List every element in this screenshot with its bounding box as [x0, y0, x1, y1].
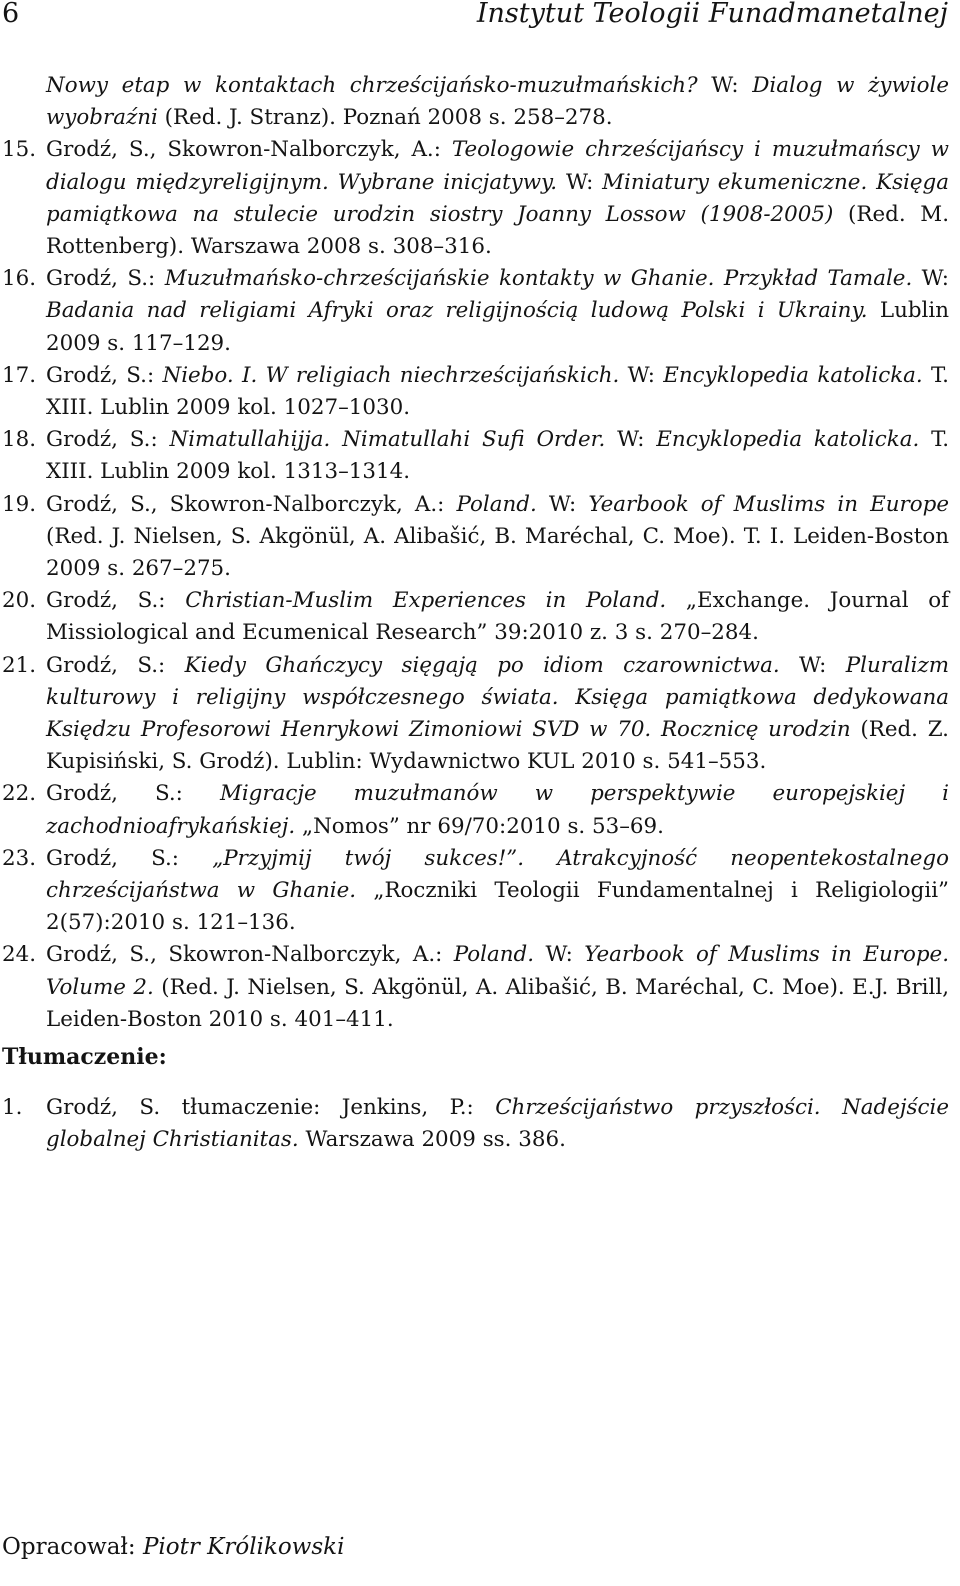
italic-title-segment: Nimatullahijja. Nimatullahi Sufi Order. [169, 427, 606, 453]
italic-title-segment: Muzułmańsko-chrześcijańskie kontakty w Ghanie. Przykład Tamale. [164, 266, 913, 292]
italic-title-segment: Yearbook of Muslims in Europe [588, 491, 949, 517]
text-segment: W: [779, 652, 846, 678]
text-segment: Grodź, S.: [46, 781, 220, 807]
bibliography-entry [2, 263, 949, 360]
text-segment: Lublin 2009 s. 117–129. [46, 298, 949, 356]
bibliography-entry-text [46, 424, 949, 488]
bibliography-entry-text [46, 650, 949, 779]
translation-entry [2, 1092, 949, 1156]
italic-title-segment: Badania nad religiami Afryki oraz religijnością ludową Polski i Ukrainy. [46, 298, 868, 324]
text-segment: T. XIII. Lublin 2009 kol. 1313–1314. [46, 427, 950, 485]
text-segment: Grodź, S. tłumaczenie: Jenkins, P.: [46, 1095, 496, 1120]
text-segment: „Exchange. Journal of Missiological and Ecumenical Research” 39:2010 z. 3 s. 270–284. [46, 588, 950, 646]
page-number: 6 [2, 0, 20, 29]
translation-entry-number: 1. [2, 1095, 23, 1120]
italic-title-segment: Encyklopedia katolicka. [656, 427, 920, 453]
bibliography-entry-number: 22. [2, 781, 37, 807]
bibliography-entry [2, 585, 949, 649]
bibliography-entry [2, 70, 949, 134]
bibliography-entry-text [46, 778, 949, 842]
bibliography-list [2, 70, 949, 1036]
text-segment: W: [619, 362, 664, 388]
bibliography-entry-text [46, 939, 949, 1036]
text-segment: Grodź, S.: [46, 652, 185, 678]
text-segment: W: [534, 942, 585, 968]
text-segment: Grodź, S., Skowron-Nalborczyk, A.: [46, 491, 457, 517]
bibliography-entry-text [46, 360, 949, 424]
italic-title-segment: Poland. [456, 491, 537, 517]
bibliography-entry-text [2, 70, 949, 134]
text-segment: W: [536, 491, 589, 517]
translations-list [2, 1092, 949, 1156]
text-segment: (Red. M. Rottenberg). Warszawa 2008 s. 308–316. [46, 201, 950, 260]
text-segment: Grodź, S.: [46, 266, 165, 292]
text-segment: W: [557, 169, 603, 195]
running-head: Instytut Teologii Funadmanetalnej [476, 0, 948, 29]
footer-author: Piotr Królikowski [142, 1534, 345, 1560]
bibliography-entry [2, 778, 949, 842]
bibliography-entry [2, 424, 949, 488]
italic-title-segment: Yearbook of Muslims in Europe. Volume 2. [46, 942, 949, 1000]
text-segment: W: [697, 73, 753, 98]
text-segment: „Roczniki Teologii Fundamentalnej i Religiologii” 2(57):2010 s. 121–136. [46, 878, 949, 936]
italic-title-segment: Nowy etap w kontaktach chrześcijańsko-muzułmańskich? [46, 73, 698, 98]
bibliography-entry-text [46, 134, 949, 263]
italic-title-segment: Migracje muzułmanów w perspektywie europejskiej i zachodnioafrykańskiej. [46, 781, 949, 839]
bibliography-entry-text [46, 263, 949, 360]
text-segment: W: [605, 427, 657, 453]
bibliography-entry-number: 15. [2, 137, 37, 163]
bibliography-entry-text [46, 489, 949, 586]
text-segment: (Red. J. Stranz). Poznań 2008 s. 258–278. [157, 105, 613, 131]
bibliography-entry-number: 23. [2, 845, 37, 871]
italic-title-segment: Christian-Muslim Experiences in Poland. [185, 588, 667, 614]
text-segment: (Red. Z. Kupisiński, S. Grodź). Lublin: Wydawnictwo KUL 2010 s. 541–553. [46, 717, 949, 775]
italic-title-segment: Teologowie chrześcijańscy i muzułmańscy w dialogu międzyreligijnym. Wybrane inicjatywy. [46, 137, 949, 195]
bibliography-entry [2, 939, 949, 1036]
text-segment: Grodź, S.: [46, 845, 213, 871]
bibliography-entry [2, 843, 949, 940]
bibliography-entry-text [46, 585, 949, 649]
italic-title-segment: Dialog w żywiole wyobraźni [46, 73, 950, 131]
bibliography-entry [2, 134, 949, 263]
italic-title-segment: Poland. [453, 942, 535, 968]
bibliography-entry-number: 17. [2, 362, 37, 388]
text-segment: T. XIII. Lublin 2009 kol. 1027–1030. [46, 362, 949, 421]
bibliography-entry-number: 21. [2, 652, 37, 678]
bibliography-entry-number: 19. [2, 491, 37, 517]
bibliography-entry [2, 650, 949, 779]
italic-title-segment: Kiedy Ghańczycy sięgają po idiom czarownictwa. [184, 652, 780, 678]
italic-title-segment: „Przyjmij twój sukces!”. Atrakcyjność neopentekostalnego chrześcijaństwa w Ghanie. [46, 845, 949, 904]
bibliography-entry [2, 489, 949, 586]
text-segment: Grodź, S.: [46, 362, 163, 388]
translation-entry-text [46, 1092, 949, 1156]
text-segment: Grodź, S.: [46, 588, 186, 614]
bibliography-entry-number: 24. [2, 942, 37, 968]
bibliography-entry-number: 18. [2, 427, 37, 453]
text-segment: Grodź, S., Skowron-Nalborczyk, A.: [46, 942, 454, 968]
text-segment: (Red. J. Nielsen, S. Akgönül, A. Alibašić, B. Maréchal, C. Moe). T. I. Leiden-Boston 2009 s. 267–275. [46, 523, 949, 582]
italic-title-segment: Chrześcijaństwo przyszłości. Nadejście globalnej Christianitas. [46, 1095, 949, 1153]
bibliography-entry-text [46, 843, 949, 940]
italic-title-segment: Encyklopedia katolicka. [663, 362, 923, 388]
text-segment: Warszawa 2009 ss. 386. [298, 1127, 566, 1153]
section-heading-translations: Tłumaczenie: [2, 1044, 167, 1070]
text-segment: Grodź, S., Skowron-Nalborczyk, A.: [46, 137, 452, 163]
bibliography-entry [2, 360, 949, 424]
bibliography-entry-number: 16. [2, 266, 37, 292]
italic-title-segment: Miniatury ekumeniczne. Księga pamiątkowa na stulecie urodzin siostry Joanny Lossow (1908-2005) [46, 169, 950, 227]
footer-credit [2, 1534, 344, 1560]
footer-label: Opracował: [2, 1534, 143, 1560]
italic-title-segment: Niebo. I. W religiach niechrześcijańskich. [162, 362, 620, 388]
italic-title-segment: Pluralizm kulturowy i religijny współczesnego świata. Księga pamiątkowa dedykowana Księdzu Profesorowi Henrykowi Zimoniowi SVD w 70. Rocznicę urodzin [46, 652, 950, 743]
text-segment: „Nomos” nr 69/70:2010 s. 53–69. [295, 813, 664, 839]
text-segment: (Red. J. Nielsen, S. Akgönül, A. Alibašić, B. Maréchal, C. Moe). E.J. Brill, Leiden-Boston 2010 s. 401–411. [46, 974, 949, 1032]
text-segment: Grodź, S.: [46, 427, 170, 453]
text-segment: W: [912, 266, 950, 292]
bibliography-entry-number: 20. [2, 588, 37, 614]
